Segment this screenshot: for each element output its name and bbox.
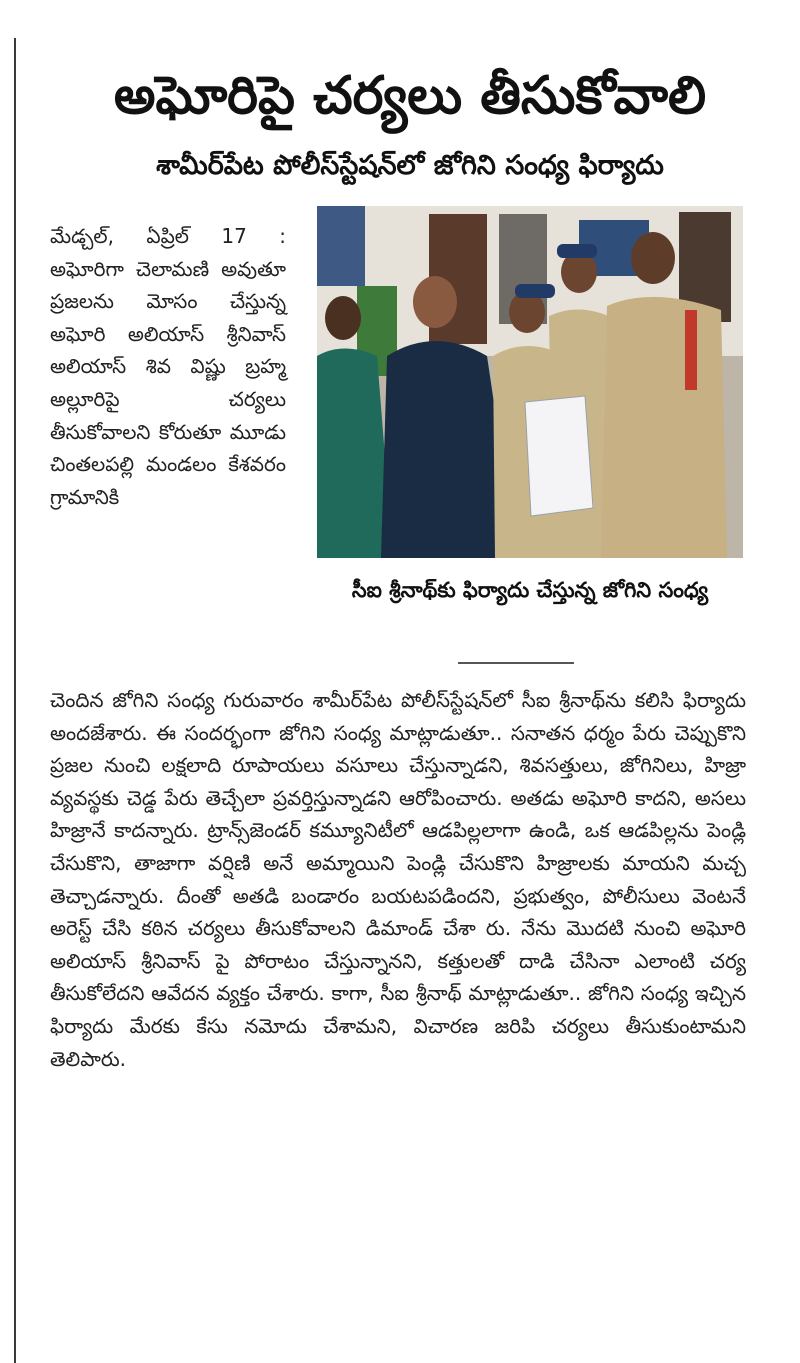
news-photo-illustration	[317, 206, 743, 558]
photo-caption: సీఐ శ్రీనాథ్‌కు ఫిర్యాదు చేస్తున్న జోగిని సంధ్య	[351, 578, 709, 602]
column-rule	[14, 38, 16, 1363]
article-body-column	[50, 684, 746, 1075]
headline: అఘోరిపై చర్యలు తీసుకోవాలి	[113, 66, 707, 126]
caption-divider	[458, 662, 574, 664]
subheadline: శామీర్‌పేట పోలీస్‌స్టేషన్‌లో జోగిని సంధ్య ఫిర్యాదు	[156, 150, 664, 181]
article-intro-column	[50, 220, 286, 513]
article-dateline-paragraph: మేడ్చల్‌, ఏప్రిల్‌ 17 : అఘోరిగా చెలామణి అవుతూ ప్రజలను మోసం చేస్తున్న అఘోరి అలియాస్‌ శ్రీనివాస్‌ అలియాస్‌ శివ విష్ణు బ్రహ్మ అల్లూరిపై చర్యలు తీసుకోవాలని కోరుతూ మూడు చింతలపల్లి మండలం కేశవరం గ్రామానికి	[50, 224, 286, 509]
news-photo	[317, 206, 743, 558]
article-body-paragraph: చెందిన జోగిని సంధ్య గురువారం శామీర్‌పేట పోలీస్‌స్టేషన్‌లో సీఐ శ్రీనాథ్‌ను కలిసి ఫిర్యాదు అందజేశారు. ఈ సందర్భంగా జోగిని సంధ్య మాట్లాడుతూ.. సనాతన ధర్మం పేరు చెప్పుకొని ప్రజల నుంచి లక్షలాది రూపాయలు వసూలు చేస్తున్నాడని, శివసత్తులు, జోగినిలు, హిజ్రా వ్యవస్థకు చెడ్డ పేరు తెచ్చేలా ప్రవర్తిస్తున్నాడని ఆరోపించారు. అతడు అఘోరి కాదని, అసలు హిజ్రానే కాదన్నారు. ట్రాన్స్‌జెండర్‌ కమ్యూనిటీలో ఆడపిల్లలాగా ఉండి, ఒక ఆడపిల్లను పెండ్లి చేసుకొని, తాజాగా వర్షిణి అనే అమ్మాయిని పెండ్లి చేసుకొని హిజ్రాలకు మాయని మచ్చ తెచ్చాడన్నారు. దీంతో అతడి బండారం బయటపడిందని, ప్రభుత్వం, పోలీసులు వెంటనే అరెస్ట్‌ చేసి కఠిన చర్యలు తీసుకోవాలని డిమాండ్‌ చేశా రు. నేను మొదటి నుంచి అఘోరి అలియాస్‌ శ్రీనివాస్‌ పై పోరాటం చేస్తున్నానని, కత్తులతో దాడి చేసినా ఎలాంటి చర్య తీసుకోలేదని ఆవేదన వ్యక్తం చేశారు. కాగా, సీఐ శ్రీనాథ్‌ మాట్లాడుతూ.. జోగిని సంధ్య ఇచ్చిన ఫిర్యాదు మేరకు కేసు నమోదు చేశామని, విచారణ జరిపి చర్యలు తీసుకుంటామని తెలిపారు.	[50, 688, 746, 1071]
